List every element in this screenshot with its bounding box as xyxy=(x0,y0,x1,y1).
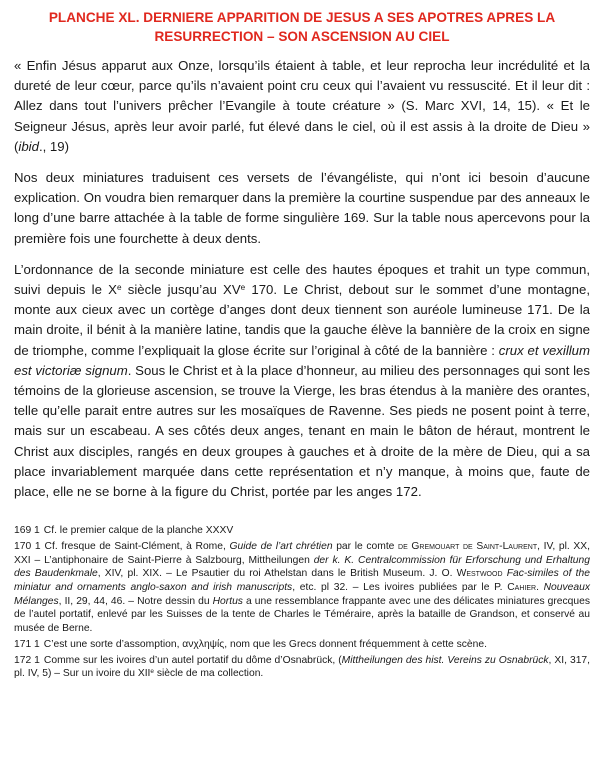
footnote-text: , II, 29, 44, 46. – Notre dessin du xyxy=(58,595,213,607)
footnote-text: Comme sur les ivoires d’un autel portatif du dôme d’Osnabrück, ( xyxy=(43,654,342,666)
footnote-italic: Guide de l’art chrétien xyxy=(229,540,333,552)
footnote-text: C’est une sorte d’assomption, ανχληψίς, nom que les Grecs donnent fréquemment à cette scène. xyxy=(43,638,487,650)
footnote-text: Cf. le premier calque de la planche XXXV xyxy=(43,525,234,537)
footnote-text: . xyxy=(536,582,544,594)
author-name: de Gremouart de Saint-Laurent xyxy=(398,540,538,552)
footnote-172 xyxy=(14,654,590,681)
footnote-169 xyxy=(14,524,590,538)
author-name: J. O. Westwood xyxy=(429,568,503,580)
footnote-number: 172 1 xyxy=(14,654,40,666)
latin-gloss: crux et vexillum est victoriæ signum xyxy=(14,342,590,378)
quote-text: « Enfin Jésus apparut aux Onze, lorsqu’ils étaient à table, et leur reprocha leur incrédulité et la dureté de leur cœur, parce qu’ils n’avaient point cru ceux qui l’avaient vu ressuscité. Et il leur dit : Allez dans tout l’univers prêcher l’Evangile à toute créature » (S. Marc XVI, 14, 15). « Et le Seigneur Jésus, après leur avoir parlé, fut élevé dans le ciel, où il est assis à la droite de Dieu » ( xyxy=(14,58,590,154)
footnote-number: 171 1 xyxy=(14,638,40,650)
footnote-text: , IV, pl. XX, XXI – L’antiphonaire de Saint-Pierre à Salzbourg, Mittheilungen xyxy=(14,540,590,566)
paragraph-second-miniature xyxy=(14,260,590,502)
superscript-e: e xyxy=(240,282,246,292)
footnote-170 xyxy=(14,540,590,636)
footnote-italic: Fac-similes of the miniatur and ornaments anglo-saxon and irish manuscripts xyxy=(14,568,590,594)
ibid-reference: ibid xyxy=(18,138,39,154)
footnote-text: siècle de ma collection. xyxy=(153,668,264,680)
author-name: Cahier xyxy=(507,582,537,594)
footnote-text: , etc. pl 32. – Les ivoires publiées par le P. xyxy=(292,582,508,594)
footnote-text: Cf. fresque de Saint-Clément, à Rome, xyxy=(44,540,230,552)
plate-title: PLANCHE XL. DERNIERE APPARITION DE JESUS A SES APOTRES APRES LA RESURRECTION – SON ASCENSION AU CIEL xyxy=(48,10,556,44)
superscript-e: e xyxy=(150,668,154,676)
paragraph-miniatures: Nos deux miniatures traduisent ces versets de l’évangéliste, qui n’ont ici besoin d’aucune explication. On voudra bien remarquer dans la première la courtine suspendue par des anneaux le long d’une barre attachée à la table de forme singulière 169. Sur la table nous apercevons pour la première fois une fourchette à deux dents. xyxy=(14,170,590,246)
footnote-171 xyxy=(14,638,590,652)
footnote-italic: Mittheilungen des hist. Vereins zu Osnabrück xyxy=(341,654,549,666)
footnote-text: , XI, 317, pl. IV, 5) – Sur un ivoire du XII xyxy=(14,654,591,680)
footnote-italic: Nouveaux Mélanges xyxy=(14,582,590,607)
footnote-number: 169 1 xyxy=(14,525,40,537)
paragraph-text-part: L’ordonnance de la seconde miniature est celle des hautes époques et trahit un type commun, suivi depuis le X xyxy=(14,261,590,298)
paragraph-text-part: siècle jusqu’au XV xyxy=(121,282,241,298)
paragraph-text-part: 170. Le Christ, debout sur le sommet d’une montagne, monte aux cieux avec un cortège d’anges dont deux tiennent son auréole lumineuse 171. De la main droite, il bénit à la manière latine, tandis que la gauche élève la bannière de la croix en signe de triomphe, comme l’expliquait la glose écrite sur l’original à côté de la bannière : xyxy=(14,282,590,358)
footnote-text: , XIV, pl. XIX. – Le Psautier du roi Athelstan dans le British Museum. xyxy=(97,568,430,580)
quote-reference-end: ., 19) xyxy=(38,138,69,154)
footnote-italic: der k. K. Centralcommission für Erforschung und Erhaltung des Baudenkmale xyxy=(14,554,590,580)
footnote-text: a une ressemblance frappante avec une des délicates miniatures grecques de l’autel portatif, enlevé par les Suisses de la tente de Charles le Téméraire, après la bataille de Grandson, et conservé au musée de Berne. xyxy=(14,595,590,635)
superscript-e: e xyxy=(116,282,122,292)
footnote-number: 170 1 xyxy=(14,540,41,552)
footnote-italic: Hortus xyxy=(212,595,243,607)
paragraph-text-part: . Sous le Christ et à la place d’honneur, au milieu des personnages qui sont les témoins de la glorieuse ascension, se trouve la Vierge, les bras étendus à la manière des orantes, telle qu’elle parait entre autres sur les mosaïques de Ravenne. Ses pieds ne posent point à terre, mais sur un escabeau. A ses côtés deux anges, tenant en main le bâton de héraut, montrent le Christ aux disciples, rangés en deux groupes à gauches et à droite de la mère de Dieu, qui a sa place invariablement marquée dans cette représentation et n’y manque, à moins que, faute de place, elle ne se borne à la figure du Christ, portée par les anges 172. xyxy=(14,362,590,500)
footnote-text: par le comte xyxy=(332,540,399,552)
footnotes-section xyxy=(14,524,590,681)
paragraph-gospel-quote xyxy=(14,56,590,157)
